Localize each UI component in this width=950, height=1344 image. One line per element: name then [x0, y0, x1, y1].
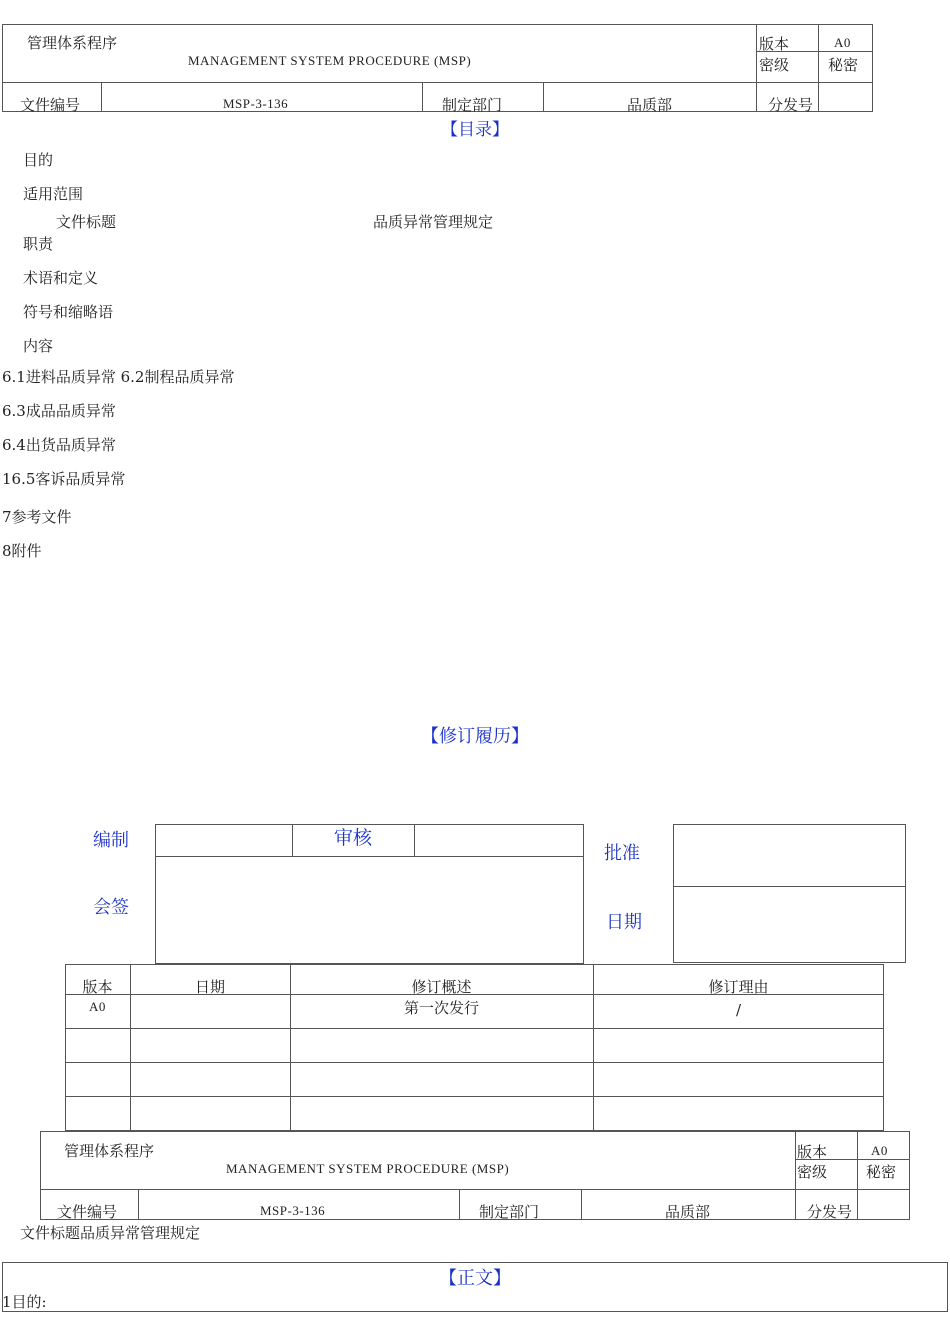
version-value: A0 [834, 35, 851, 50]
toc-item: 7参考文件 [2, 508, 72, 526]
system-title-cn: 管理体系程序 [27, 34, 118, 52]
dist-label: 分发号 [768, 96, 814, 114]
toc-sub-item: 16.5客诉品质异常 [2, 470, 126, 488]
doc-no-value: MSP-3-136 [223, 96, 289, 111]
compile-label: 编制 [93, 830, 129, 851]
file-title-line: 文件标题品质异常管理规定 [20, 1224, 201, 1242]
version-label: 版本 [797, 1143, 828, 1161]
col-header-version: 版本 [82, 978, 113, 996]
table-cell: A0 [89, 999, 106, 1014]
version-label: 版本 [759, 35, 790, 53]
date-label: 日期 [606, 912, 642, 933]
col-header-date: 日期 [194, 978, 225, 996]
toc-item: 目的 [23, 151, 54, 169]
toc-sub-item: 6.1进料品质异常 6.2制程品质异常 [2, 368, 235, 386]
toc-item: 内容 [23, 337, 54, 355]
table-cell: 第一次发行 [403, 999, 479, 1017]
toc-item: 职责 [23, 235, 54, 253]
col-header-summary: 修订概述 [411, 978, 472, 996]
body-heading: 【正文】 [439, 1268, 511, 1289]
system-title-en: MANAGEMENT SYSTEM PROCEDURE (MSP) [188, 53, 472, 68]
toc-item: 适用范围 [23, 185, 84, 203]
secrecy-label: 密级 [759, 56, 790, 74]
dept-label: 制定部门 [479, 1203, 540, 1221]
review-label: 审核 [333, 827, 372, 849]
version-value: A0 [871, 1143, 888, 1158]
dept-value: 品质部 [665, 1203, 711, 1221]
secrecy-value: 秘密 [866, 1163, 897, 1181]
toc-sub-item: 6.4出货品质异常 [2, 436, 116, 454]
secrecy-label: 密级 [797, 1163, 828, 1181]
countersign-label: 会签 [93, 897, 129, 918]
table-cell: / [735, 1001, 742, 1019]
doc-no-label: 文件编号 [20, 96, 81, 114]
approve-label: 批准 [604, 843, 640, 864]
doc-no-label: 文件编号 [57, 1203, 118, 1221]
toc-heading: 【目录】 [441, 120, 509, 140]
system-title-en: MANAGEMENT SYSTEM PROCEDURE (MSP) [226, 1161, 510, 1176]
file-title-value: 品质异常管理规定 [373, 213, 494, 231]
doc-no-value: MSP-3-136 [260, 1203, 326, 1218]
dept-value: 品质部 [627, 96, 673, 114]
toc-item: 术语和定义 [23, 269, 99, 287]
dist-label: 分发号 [807, 1203, 853, 1221]
toc-sub-item: 6.3成品品质异常 [2, 402, 116, 420]
file-title-label: 文件标题 [56, 213, 117, 231]
body-first-line: 1目的: [2, 1293, 47, 1311]
revision-heading: 【修订履历】 [421, 726, 529, 747]
system-title-cn: 管理体系程序 [64, 1142, 155, 1160]
secrecy-value: 秘密 [828, 56, 859, 74]
toc-item: 8附件 [2, 542, 42, 560]
dept-label: 制定部门 [442, 96, 503, 114]
toc-item: 符号和缩略语 [23, 303, 114, 321]
col-header-reason: 修订理由 [708, 978, 769, 996]
